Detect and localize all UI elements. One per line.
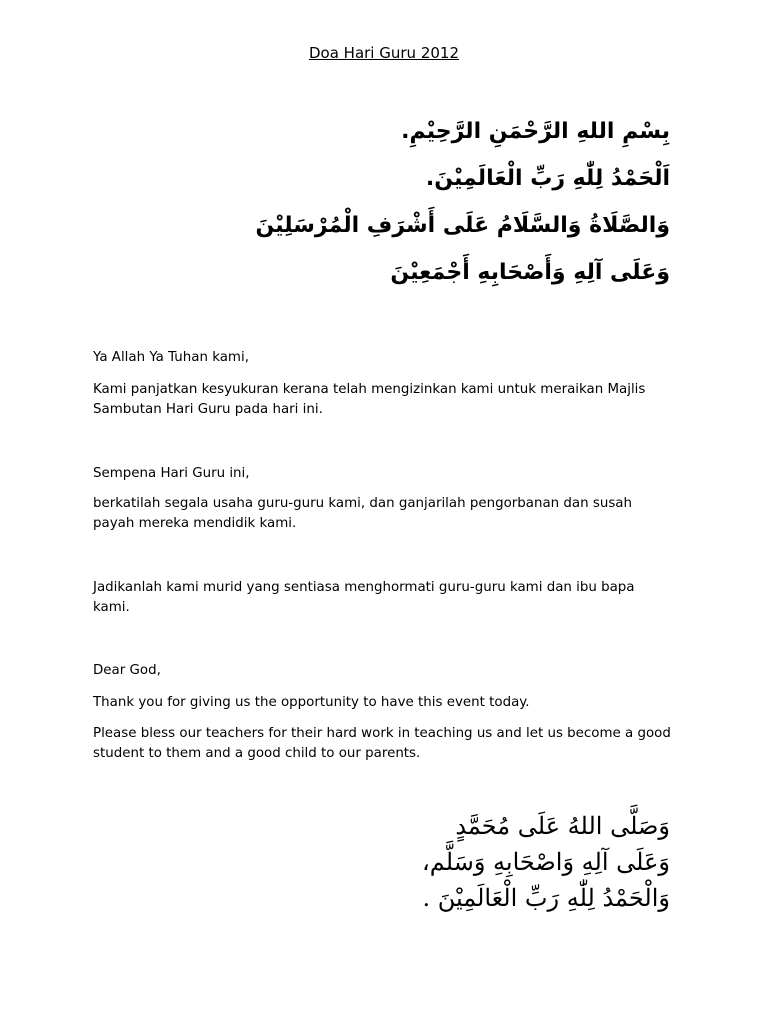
arabic-closing-line: وَصَلَّى اللهُ عَلَى مُحَمَّدٍ bbox=[455, 812, 670, 840]
paragraph-bless-teachers-malay: berkatilah segala usaha guru-guru kami, dan ganjarilah pengorbanan dan susah payah mereka mendidik kami. bbox=[93, 496, 632, 531]
paragraph-greeting-english: Dear God, bbox=[93, 663, 161, 678]
paragraph-thanks-english: Thank you for giving us the opportunity to have this event today. bbox=[93, 695, 530, 710]
paragraph-bless-english: Please bless our teachers for their hard work in teaching us and let us become a good student to them and a good child to our parents. bbox=[93, 726, 671, 761]
arabic-closing-prayer bbox=[422, 808, 670, 916]
arabic-closing-line: وَعَلَى آلِهِ وَاصْحَابِهِ وَسَلَّم، bbox=[422, 848, 670, 876]
paragraph-greeting-malay: Ya Allah Ya Tuhan kami, bbox=[93, 350, 249, 365]
paragraph-respect-malay: Jadikanlah kami murid yang sentiasa menghormati guru-guru kami dan ibu bapa kami. bbox=[93, 580, 635, 615]
paragraph-gratitude-malay: Kami panjatkan kesyukuran kerana telah mengizinkan kami untuk meraikan Majlis Sambutan Hari Guru pada hari ini. bbox=[93, 382, 646, 417]
arabic-closing-line: وَالْحَمْدُ لِلّٰهِ رَبِّ الْعَالَمِيْنَ . bbox=[422, 884, 670, 912]
paragraph-occasion-malay: Sempena Hari Guru ini, bbox=[93, 466, 250, 481]
arabic-opening-line: وَعَلَى آلِهِ وَأَصْحَابِهِ أَجْمَعِيْنَ bbox=[390, 260, 670, 285]
arabic-opening-line: اَلْحَمْدُ لِلّٰهِ رَبِّ الْعَالَمِيْنَ. bbox=[425, 166, 670, 191]
document-title: Doa Hari Guru 2012 bbox=[308, 44, 459, 62]
arabic-opening-line: بِسْمِ اللهِ الرَّحْمَنِ الرَّحِيْمِ. bbox=[401, 119, 670, 144]
arabic-opening-line: وَالصَّلَاةُ وَالسَّلَامُ عَلَى أَشْرَفِ الْمُرْسَلِيْنَ bbox=[255, 213, 670, 238]
arabic-opening-prayer bbox=[256, 108, 671, 296]
